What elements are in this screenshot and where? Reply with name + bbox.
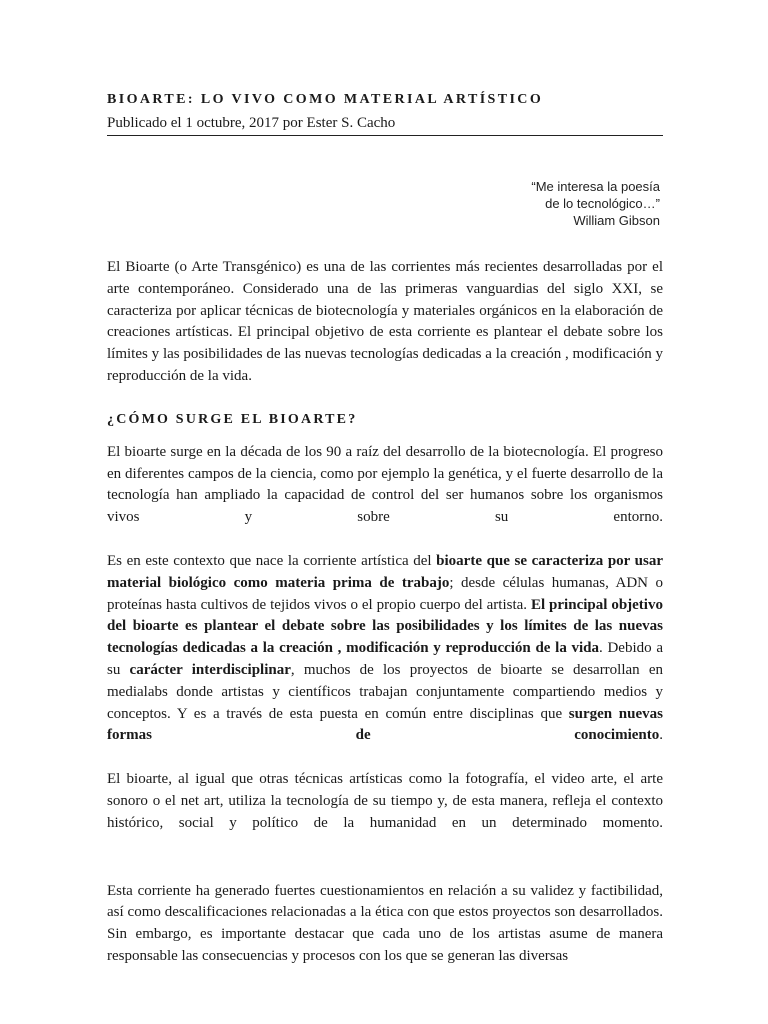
article-byline: Publicado el 1 octubre, 2017 por Ester S. Cacho bbox=[107, 115, 396, 131]
paragraph-context bbox=[107, 551, 663, 747]
title-divider bbox=[107, 135, 663, 136]
text-span: , muchos de los proyectos de bioarte se desarrollan en medialabs donde artistas y científicos trabajan conjuntamente compartiendo medios y conceptos. Y es a través de esta puesta en común entre disciplinas que bbox=[107, 661, 664, 722]
intro-paragraph: El Bioarte (o Arte Transgénico) es una de las corrientes más recientes desarrolladas por el arte contemporáneo. Considerado una de las primeras vanguardias del siglo XXI, se caracteriza por aplicar técnicas de biotecnología y materiales orgánicos en la elaboración de creaciones artísticas. El principal objetivo de esta corriente es plantear el debate sobre los límites y las posibilidades de las nuevas tecnologías dedicadas a la creación , modificación y reproducción de la vida. bbox=[107, 259, 663, 384]
quote-author: William Gibson bbox=[573, 213, 660, 228]
text-span: ; desde células humanas, ADN o proteínas hasta cultivos de tejidos vivos o el propio cuerpo del artista. bbox=[107, 574, 664, 613]
quote-line-2: de lo tecnológico…” bbox=[545, 196, 660, 211]
article-title: BIOARTE: LO VIVO COMO MATERIAL ARTÍSTICO bbox=[107, 92, 544, 107]
paragraph-origin: El bioarte surge en la década de los 90 a raíz del desarrollo de la biotecnología. El progreso en diferentes campos de la ciencia, como por ejemplo la genética, y el fuerte desarrollo de la tecnología han ampliado la capacidad de control del ser humanos sobre los organismos vivos y sobre su entorno. bbox=[107, 443, 663, 526]
article-body bbox=[107, 90, 663, 968]
text-span: Es en este contexto que nace la corriente artística del bbox=[107, 552, 437, 569]
epigraph-quote bbox=[107, 178, 660, 229]
paragraph-criticism: Esta corriente ha generado fuertes cuestionamientos en relación a su validez y factibilidad, así como descalificaciones relacionadas a la ética con que estos proyectos son desarrollados. Sin embargo, es importante destacar que cada uno de los artistas asume de manera responsable las consecuencias y procesos con los que se generan las diversas bbox=[107, 882, 663, 964]
text-span: . bbox=[659, 727, 663, 744]
bold-span: surgen nuevas formas de conocimiento bbox=[107, 705, 663, 744]
text-span: . Debido a su bbox=[107, 640, 663, 678]
section-heading: ¿CÓMO SURGE EL BIOARTE? bbox=[107, 411, 358, 427]
quote-line-1: “Me interesa la poesía bbox=[531, 179, 660, 194]
bold-span: El principal objetivo del bioarte es plantear el debate sobre las posibilidades y los límites de las nuevas tecnologías dedicadas a la creación , modificación y reproducción de la vida bbox=[107, 596, 663, 657]
bold-span: carácter interdisciplinar bbox=[129, 661, 291, 678]
paragraph-technology: El bioarte, al igual que otras técnicas artísticas como la fotografía, el video arte, el arte sonoro o el net art, utiliza la tecnología de su tiempo y, de esta manera, refleja el contexto histórico, social y político de la humanidad en un determinado momento. bbox=[107, 771, 663, 831]
bold-span: bioarte que se caracteriza por usar material biológico como materia prima de trabajo bbox=[107, 552, 663, 591]
